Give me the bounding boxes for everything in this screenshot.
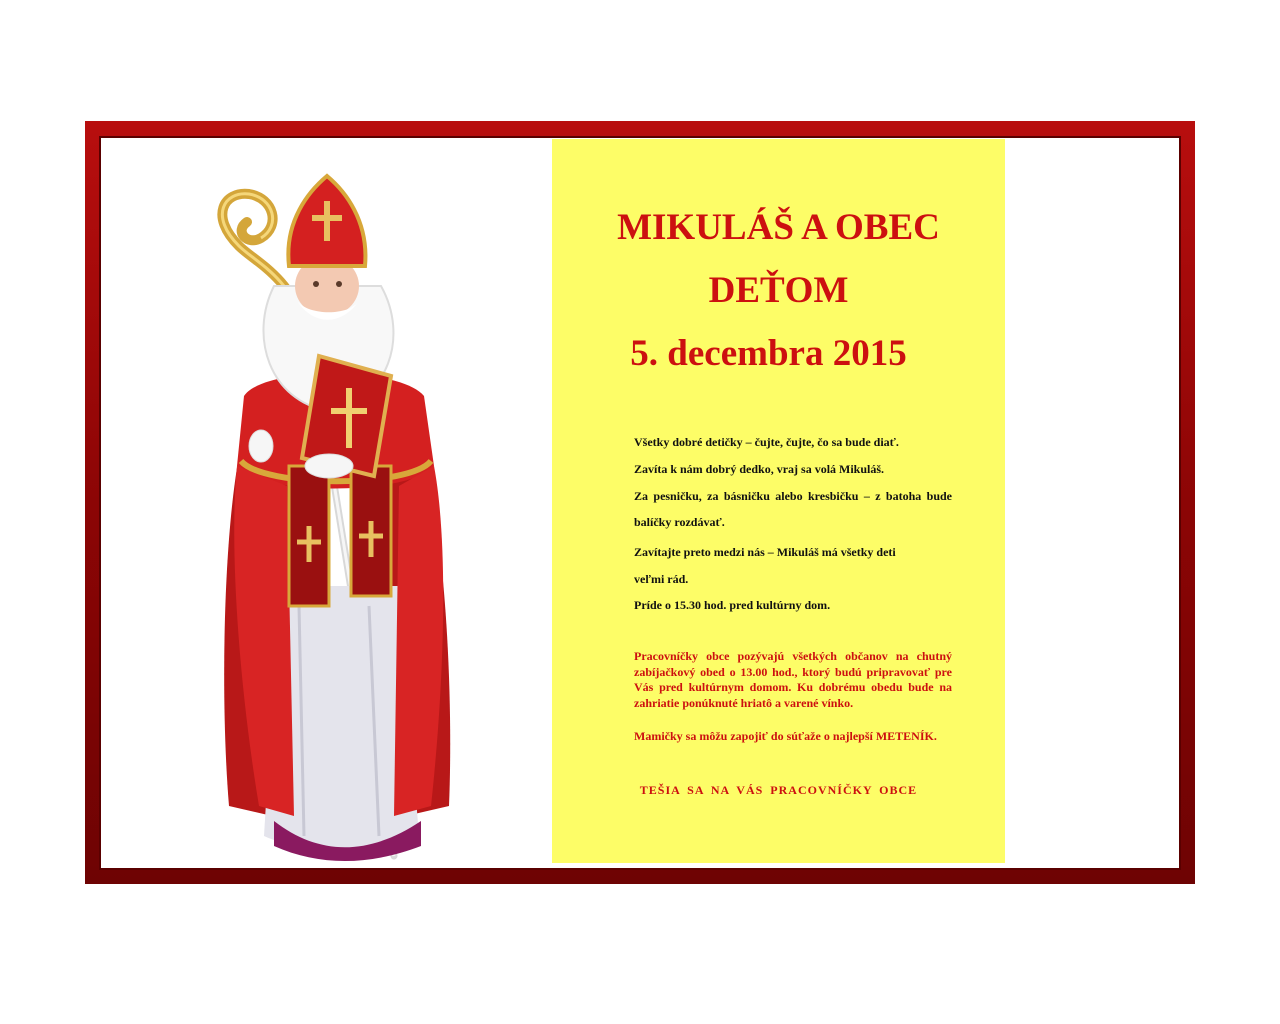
- event-date: 5. decembra 2015: [630, 333, 907, 374]
- poster-title: MIKULÁŠ A OBEC: [617, 207, 940, 248]
- saint-nicholas-illustration: [169, 166, 489, 866]
- closing-signature: TEŠIA SA NA VÁS PRACOVNÍČKY OBCE: [639, 783, 918, 797]
- contest-notice: Mamičky sa môžu zapojiť do súťaže o najlepší METENÍK.: [634, 729, 937, 743]
- invite-line: Zavíta k nám dobrý dedko, vraj sa volá Mikuláš.: [634, 462, 885, 476]
- invitation-panel: [552, 139, 1005, 863]
- poster-frame: [85, 121, 1195, 884]
- invite-line: Za pesničku, za básničku alebo kresbičku – z batoha bude: [634, 489, 952, 503]
- invite-line: Všetky dobré detičky – čujte, čujte, čo sa bude diať.: [634, 435, 899, 449]
- invite-line: veľmi rád.: [634, 572, 689, 586]
- invite-line: balíčky rozdávať.: [634, 515, 725, 529]
- arrival-time: Príde o 15.30 hod. pred kultúrny dom.: [634, 598, 831, 612]
- lunch-invitation: Pracovníčky obce pozývajú všetkých občanov na chutný zabíjačkový obed o 13.00 hod., ktorý budú pripravovať pre Vás pred kultúrnym domom. Ku dobrému obedu bude na zahriatie ponúknuté hriatô a varené vínko.: [634, 649, 952, 710]
- poster-title-line2: DEŤOM: [708, 270, 849, 311]
- poster-canvas: [99, 136, 1181, 870]
- invite-line: Zavítajte preto medzi nás – Mikuláš má všetky deti: [634, 545, 896, 559]
